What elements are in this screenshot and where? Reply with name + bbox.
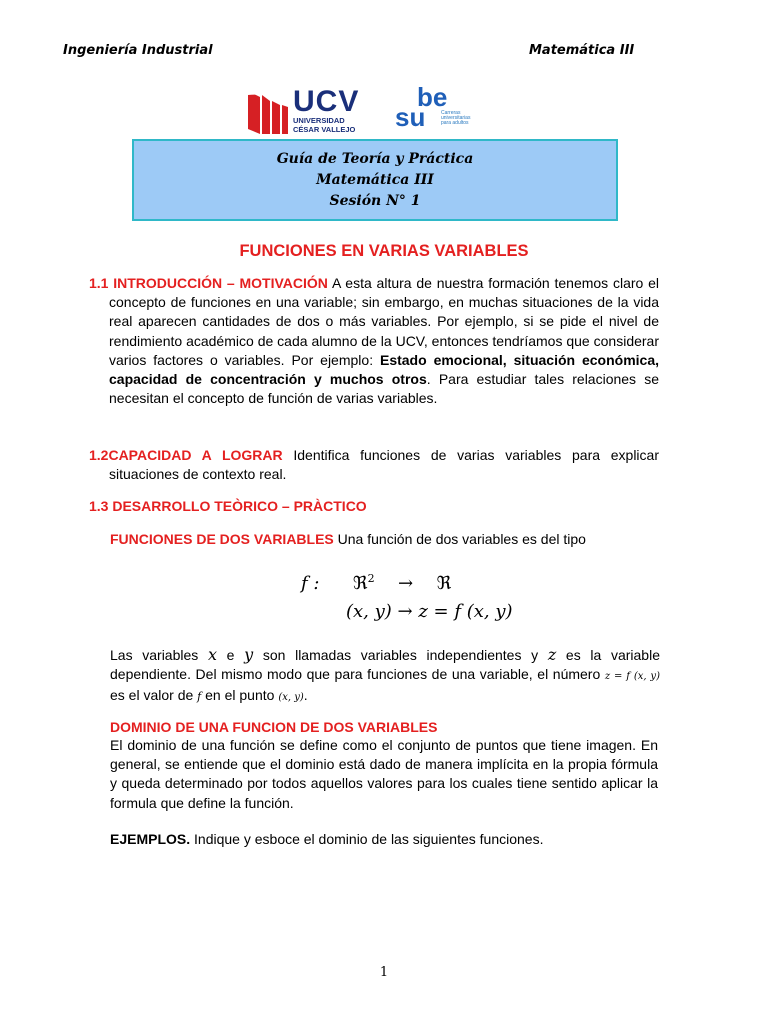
ucv-shield-logo: [246, 87, 290, 135]
guide-line2: Matemática III: [316, 171, 434, 188]
var-z: z: [547, 645, 557, 664]
formula-line2: (x, y) → z = f (x, y): [346, 601, 513, 622]
guide-line1: Guía de Teoría y Práctica: [276, 150, 474, 167]
var-zf: z = f (x, y): [604, 671, 660, 683]
vars-text-3: son llamadas variables independientes y: [253, 647, 548, 663]
section-1-2-heading: 1.2CAPACIDAD A LOGRAR: [89, 447, 283, 463]
guide-line3: Sesión N° 1: [329, 192, 421, 209]
var-y: y: [244, 645, 254, 664]
section-1-1: [89, 274, 659, 408]
ucv-line1: UNIVERSIDAD: [293, 116, 345, 125]
page-title: FUNCIONES EN VARIAS VARIABLES: [239, 242, 529, 260]
var-f: f: [197, 690, 202, 704]
vars-text-4: es la variable dependiente. Del mismo modo que para funciones de una variable, el número: [110, 647, 660, 683]
dominio-text: El dominio de una función se define como el conjunto de puntos que tiene imagen. En general, se entiende que el dominio está dado de manera implícita en la propia fórmula y queda determinado por todos aquellos valores para los cuales tiene sentido aplicar la formula que define la función.: [110, 737, 658, 811]
sube-logo: [395, 84, 485, 134]
var-x: x: [207, 645, 217, 664]
vars-text-1: Las variables: [110, 647, 208, 663]
section-1-1-bold: Estado emocional, situación económica, capacidad de concentración y muchos otros: [109, 351, 659, 388]
sube-tag1: Carreras: [441, 110, 461, 116]
section-1-2-text: Identifica funciones de varias variables para explicar situaciones de contexto real.: [109, 447, 659, 483]
vars-text-6: en el punto: [201, 687, 279, 704]
funciones-dos-text: Una función de dos variables es del tipo: [333, 531, 586, 547]
formula-line1: [301, 572, 451, 594]
guide-title-box: [132, 139, 618, 221]
sube-tag3: para adultos: [441, 120, 469, 126]
ejemplos-label: EJEMPLOS.: [110, 831, 191, 847]
ucv-title: UCV: [293, 85, 360, 118]
sube-su: su: [395, 102, 426, 132]
formula-exponent: 2: [367, 572, 375, 585]
ejemplos-paragraph: [110, 830, 660, 849]
funciones-dos-heading: FUNCIONES DE DOS VARIABLES: [110, 531, 334, 547]
var-point: (x, y): [278, 692, 304, 704]
ucv-wordmark: [293, 85, 360, 134]
vars-text-2: e: [216, 647, 245, 663]
sube-be: be: [417, 82, 448, 112]
section-1-1-text-a: A esta altura de nuestra formación tenemos claro el concepto de funciones en una variable; sin embargo, en muchas situaciones de la vida real aparecen cantidades de dos o más variables. Por ejemplo, si se pide el nivel de rendimiento académico de cada alumno de la UCV, entonces tendríamos que considerar varios factores o variables. Por ejemplo:: [109, 275, 659, 368]
vars-text-7: .: [303, 687, 308, 704]
section-1-2: [89, 446, 659, 484]
ucv-line2: CÉSAR VALLEJO: [293, 125, 356, 134]
formula-arrow: →: [398, 573, 414, 594]
formula-f: f :: [301, 573, 320, 594]
section-1-1-heading: 1.1 INTRODUCCIÓN – MOTIVACIÓN: [89, 275, 328, 291]
header-left: Ingeniería Industrial: [63, 43, 213, 58]
sube-tag2: universitarias: [441, 115, 471, 121]
funciones-dos-variables: [110, 530, 660, 549]
section-1-3-heading: 1.3 DESARROLLO TEÒRICO – PRÀCTICO: [89, 498, 367, 514]
vars-text-5: es el valor de: [110, 687, 198, 704]
header-right: Matemática III: [529, 43, 635, 58]
page-number: 1: [379, 965, 389, 980]
section-1-1-text-b: . Para estudiar tales relaciones se necesitan el concepto de función de varias variables.: [109, 371, 659, 407]
dominio-heading: DOMINIO DE UNA FUNCION DE DOS VARIABLES: [110, 719, 438, 735]
ejemplos-text: Indique y esboce el dominio de las siguientes funciones.: [190, 831, 544, 847]
formula-codomain: ℜ: [436, 573, 452, 594]
formula-domain: ℜ: [352, 573, 368, 594]
variables-paragraph: [110, 645, 660, 708]
